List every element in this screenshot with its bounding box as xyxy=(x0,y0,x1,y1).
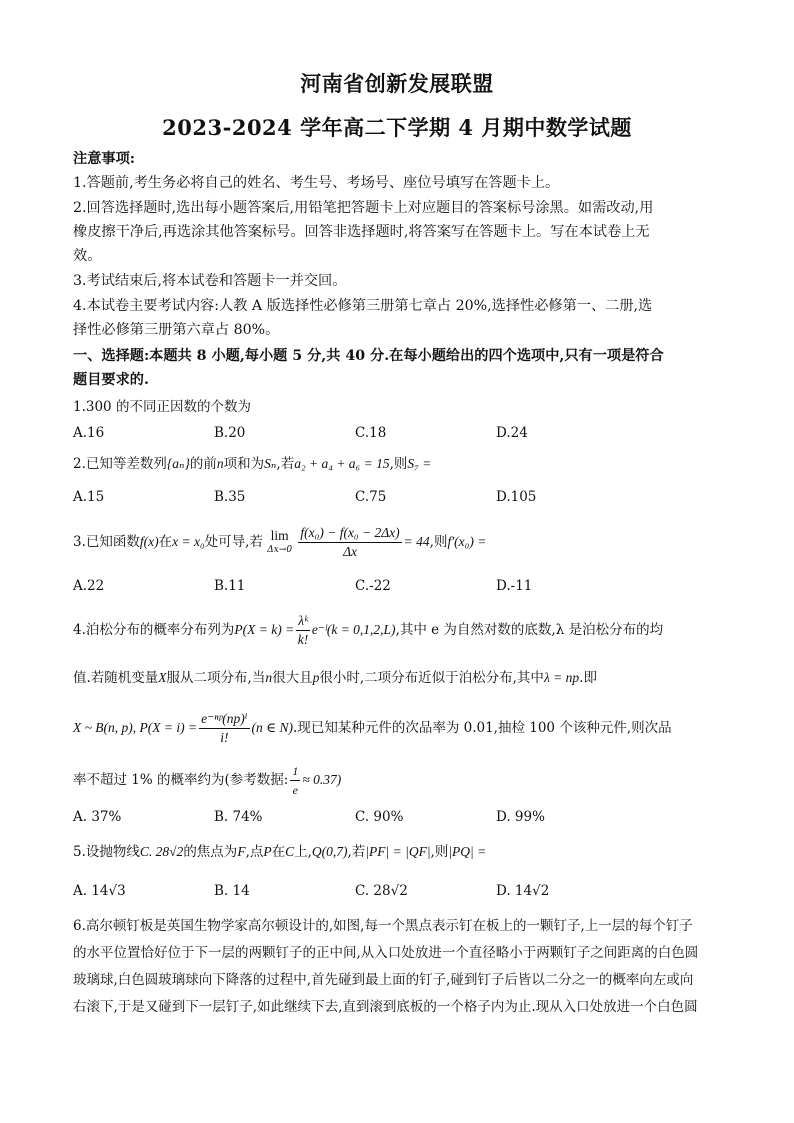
section-heading-cont: 题目要求的. xyxy=(73,372,149,388)
note-item-3: 3.考试结束后,将本试卷和答题卡一并交回。 xyxy=(73,273,347,289)
q6-line2: 的水平位置恰好位于下一层的两颗钉子的正中间,从入口处放进一个直径略小于两颗钉子之间距离的白色圆 xyxy=(73,945,699,961)
q3-option-b: B.11 xyxy=(214,578,246,594)
note-item-2: 2.回答选择题时,选出每小题答案后,用铅笔把答题卡上对应题目的答案标号涂黑。如需改动,用 xyxy=(73,200,654,216)
q4-l2-a: 值.若随机变量 xyxy=(73,670,159,686)
q4-ref-fraction xyxy=(290,762,300,799)
q4-option-a: A. 37% xyxy=(73,809,122,825)
q1-option-b: B.20 xyxy=(214,425,246,441)
q4-l2-e: .即 xyxy=(579,670,597,686)
q2-s7: S₇ = xyxy=(407,456,432,471)
q6-line4: 右滚下,于是又碰到下一层钉子,如此继续下去,直到滚到底板的一个格子内为止.现从入口处放进一个白色圆 xyxy=(73,999,698,1015)
note-item-2-end: 效。 xyxy=(73,248,102,264)
q4-line3 xyxy=(73,706,734,750)
q5-option-c: C. 28√2 xyxy=(355,883,408,899)
q4-option-c: C. 90% xyxy=(355,809,404,825)
q3-denominator: Δx xyxy=(343,544,357,559)
q4-pmf-fraction xyxy=(296,612,310,649)
q4-n-in-N: (n ∈ N) xyxy=(251,720,294,735)
q5-option-d: D. 14√2 xyxy=(496,883,550,899)
exam-title-line1: 河南省创新发展联盟 xyxy=(300,71,494,96)
exam-title-line2: 2023-2024 学年高二下学期 4 月期中数学试题 xyxy=(162,115,632,140)
q5-text-b: 的焦点为 xyxy=(183,844,238,860)
q2-text-d: ,若 xyxy=(276,456,295,472)
q3-lim-sub: Δx→0 xyxy=(267,544,293,555)
note-item-4: 4.本试卷主要考试内容:人教 A 版选择性必修第三册第七章占 20%,选择性必修第一、二册,选 xyxy=(73,298,653,314)
q3-fx: f(x) xyxy=(139,534,159,549)
q2-option-a: A.15 xyxy=(73,489,105,505)
q6-line1: 6.高尔顿钉板是英国生物学家高尔顿设计的,如图,每一个黑点表示钉在板上的一颗钉子,上一层的每个钉子 xyxy=(73,918,693,934)
q5-option-b: B. 14 xyxy=(214,883,250,899)
q4-pmf-right: e⁻ˡ(k = 0,1,2,L) xyxy=(311,622,396,637)
q4-ref-numerator: 1 xyxy=(290,762,300,781)
q3-option-c: C.-22 xyxy=(355,578,391,594)
q1-option-a: A.16 xyxy=(73,425,105,441)
q4-lambda: λ = np xyxy=(543,670,580,685)
q4-line4 xyxy=(73,760,734,800)
q4-n: n xyxy=(265,670,273,685)
q3-x0: x = x₀ xyxy=(172,534,205,549)
q4-line2 xyxy=(73,668,734,688)
q3-text-b: 在 xyxy=(158,534,173,550)
notes-heading: 注意事项: xyxy=(73,151,135,167)
q4-option-d: D. 99% xyxy=(496,809,545,825)
q5-condition: |PF| = |QF| xyxy=(365,844,431,859)
q3-text-c: 处可导,若 xyxy=(204,534,263,550)
q4-binomial-denominator: i! xyxy=(220,730,229,745)
q4-l4-a: 率不超过 1% 的概率约为(参考数据: xyxy=(73,772,289,788)
q4-l2-c: 很大且 xyxy=(272,670,313,686)
q6-line3: 玻璃球,白色圆玻璃球向下降落的过程中,首先碰到最上面的钉子,碰到钉子后皆以二分之一的概率向左或向 xyxy=(73,972,694,988)
q2-seq: {aₙ} xyxy=(166,456,190,471)
q5-text-f: ,若 xyxy=(347,844,366,860)
q5-parabola: C. 28√2 xyxy=(139,844,184,859)
q4-l2-b: 服从二项分布,当 xyxy=(166,670,266,686)
q4-p: p xyxy=(312,670,320,685)
q1-option-d: D.24 xyxy=(496,425,528,441)
q2-option-b: B.35 xyxy=(214,489,246,505)
q2-option-d: D.105 xyxy=(496,489,537,505)
q4-binomial-fraction xyxy=(199,710,249,747)
q4-line1 xyxy=(73,608,734,652)
q5-P: P xyxy=(263,844,272,859)
q4-binomial-numerator: e⁻ⁿᵖ(np)ⁱ xyxy=(199,710,249,729)
q2-text-e: ,则 xyxy=(389,456,408,472)
q2-option-c: C.75 xyxy=(355,489,387,505)
q5-stem xyxy=(73,842,734,862)
q3-option-d: D.-11 xyxy=(496,578,533,594)
q5-text-g: ,则 xyxy=(430,844,449,860)
q2-condition: a₂ + a₄ + a₆ = 15 xyxy=(294,456,390,471)
q3-fraction xyxy=(298,524,401,561)
q5-C: C xyxy=(285,844,295,859)
q4-pmf-left: P(X = k) = xyxy=(234,622,295,637)
note-item-1: 1.答题前,考生务必将自己的姓名、考生号、考场号、座位号填写在答题卡上。 xyxy=(73,175,560,191)
q5-text-e: 上, xyxy=(294,844,312,860)
q5-option-a: A. 14√3 xyxy=(73,883,126,899)
q5-text-c: ,点 xyxy=(245,844,264,860)
q2-sn: Sₙ xyxy=(264,456,277,471)
q2-text-a: 2.已知等差数列 xyxy=(73,456,167,472)
q4-pmf-numerator: λᵏ xyxy=(296,612,310,631)
q4-l2-d: 很小时,二项分布近似于泊松分布,其中 xyxy=(319,670,544,686)
q3-text-a: 3.已知函数 xyxy=(73,534,140,550)
q4-ref-denominator: e xyxy=(292,783,298,797)
q5-Q: Q(0,7) xyxy=(311,844,348,859)
q3-option-a: A.22 xyxy=(73,578,105,594)
q4-X: X xyxy=(158,670,167,685)
q5-text-d: 在 xyxy=(271,844,286,860)
q5-text-a: 5.设抛物线 xyxy=(73,844,140,860)
q4-text-a: 4.泊松分布的概率分布列为 xyxy=(73,622,235,638)
q3-numerator: f(x₀) − f(x₀ − 2Δx) xyxy=(298,524,401,543)
q5-F: F xyxy=(237,844,246,859)
q3-fprime: f′(x₀) = xyxy=(447,534,487,549)
q3-equals: = 44 xyxy=(403,534,430,549)
q3-lim-word: lim xyxy=(270,527,289,543)
q4-binomial: X ~ B(n, p), P(X = i) = xyxy=(73,720,198,735)
q3-stem xyxy=(73,520,734,564)
q4-option-b: B. 74% xyxy=(214,809,263,825)
q5-PQ: |PQ| = xyxy=(448,844,487,859)
q1-stem: 1.300 的不同正因数的个数为 xyxy=(73,399,251,415)
q4-pmf-denominator: k! xyxy=(297,632,309,647)
note-item-2-cont: 橡皮擦干净后,再选涂其他答案标号。回答非选择题时,将答案写在答题卡上。写在本试卷上无 xyxy=(73,224,650,240)
note-item-4-cont: 择性必修第三册第六章占 80%。 xyxy=(73,322,280,338)
q2-stem xyxy=(73,454,734,474)
q4-ref-value: ≈ 0.37) xyxy=(302,772,342,787)
q2-text-c: 项和为 xyxy=(223,456,265,472)
section-heading: 一、选择题:本题共 8 小题,每小题 5 分,共 40 分.在每小题给出的四个选项中,只有一项是符合 xyxy=(73,348,664,364)
q2-text-b: 的前 xyxy=(189,456,217,472)
q4-text-b: ,其中 e 为自然对数的底数,λ 是泊松分布的均 xyxy=(395,622,664,638)
q3-text-d: ,则 xyxy=(429,534,448,550)
q1-option-c: C.18 xyxy=(355,425,387,441)
q4-l3-c: .现已知某种元件的次品率为 0.01,抽检 100 个该种元件,则次品 xyxy=(293,720,672,736)
q3-limit xyxy=(267,529,292,557)
q2-n: n xyxy=(216,456,224,471)
